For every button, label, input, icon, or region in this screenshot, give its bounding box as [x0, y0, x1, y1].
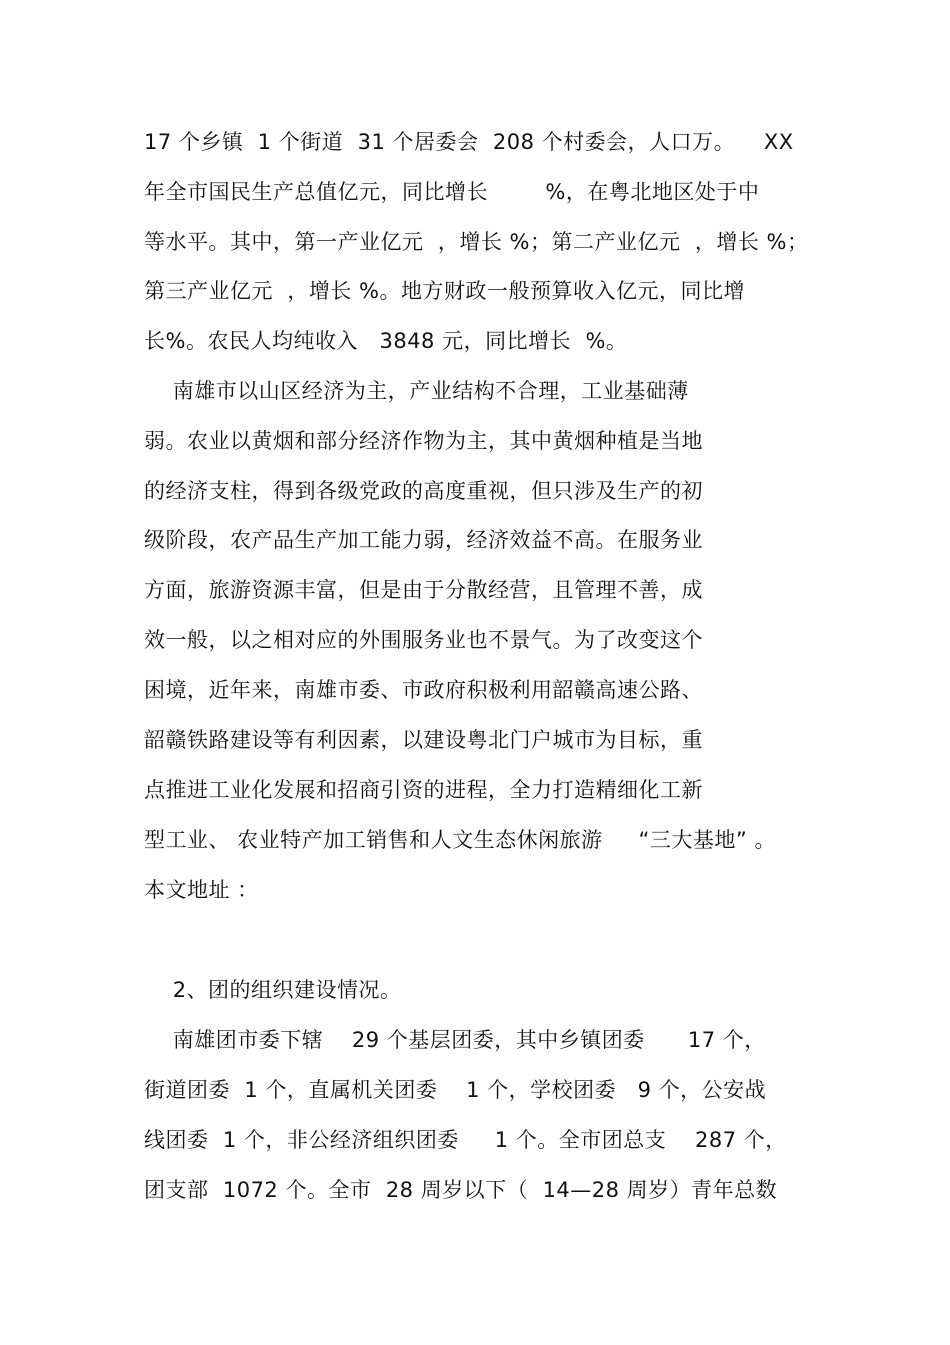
text-line: 方面，旅游资源丰富，但是由于分散经营，且管理不善，成	[144, 578, 703, 602]
text-line: 的经济支柱，得到各级党政的高度重视，但只涉及生产的初	[144, 479, 703, 503]
text-line: 弱。农业以黄烟和部分经济作物为主，其中黄烟种植是当地	[144, 429, 703, 453]
text-line: 效一般，以之相对应的外围服务业也不景气。为了改变这个	[144, 628, 703, 652]
text-line: 南雄团市委下辖 29 个基层团委，其中乡镇团委 17 个，	[144, 1028, 766, 1052]
text-line: 本文地址 ：	[144, 878, 259, 902]
text-line: 等水平。其中，第一产业亿元 ，增长 %；第二产业亿元 ，增长 %；	[144, 230, 809, 254]
text-line: 点推进工业化发展和招商引资的进程，全力打造精细化工新	[144, 778, 703, 802]
text-line: 韶赣铁路建设等有利因素，以建设粤北门户城市为目标，重	[144, 728, 703, 752]
text-line: 困境，近年来，南雄市委、市政府积极利用韶赣高速公路、	[144, 678, 703, 702]
text-line: 团支部 1072 个。全市 28 周岁以下（ 14—28 周岁）青年总数	[144, 1178, 778, 1202]
text-line: 级阶段，农产品生产加工能力弱，经济效益不高。在服务业	[144, 528, 703, 552]
text-line: 街道团委 1 个，直属机关团委 1 个，学校团委 9 个，公安战	[144, 1078, 767, 1102]
text-line: 长%。农民人均纯收入 3848 元，同比增长 %。	[144, 329, 628, 353]
text-line: 线团委 1 个，非公经济组织团委 1 个。全市团总支 287 个，	[144, 1128, 787, 1152]
text-line: 17 个乡镇 1 个街道 31 个居委会 208 个村委会，人口万。 XX	[144, 130, 794, 154]
text-line: 年全市国民生产总值亿元，同比增长 %，在粤北地区处于中	[144, 180, 760, 204]
text-line: 第三产业亿元 ，增长 %。地方财政一般预算收入亿元，同比增	[144, 279, 745, 303]
section-heading: 2、团的组织建设情况。	[144, 978, 402, 1002]
text-line: 型工业、 农业特产加工销售和人文生态休闲旅游 “三大基地” 。	[144, 828, 776, 852]
text-line: 南雄市以山区经济为主，产业结构不合理，工业基础薄	[144, 379, 689, 403]
